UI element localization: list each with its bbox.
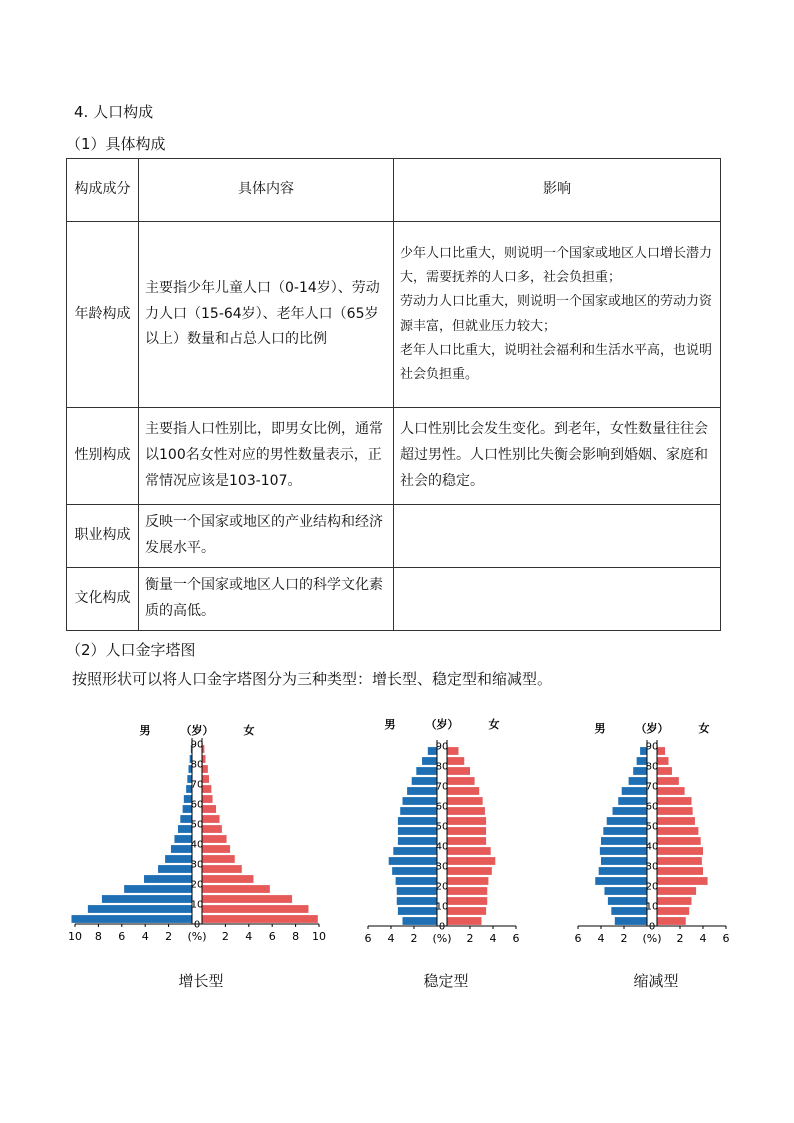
male-bar	[604, 887, 647, 895]
x-tick-label: 6	[574, 932, 582, 945]
male-bar	[389, 857, 437, 865]
x-tick-label: 4	[699, 932, 707, 945]
pyramid-chart-stable	[355, 708, 530, 953]
x-tick-label: 4	[597, 932, 605, 945]
x-tick-label: 10	[68, 930, 82, 943]
female-bar	[202, 885, 270, 893]
effect-line: 少年人口比重大，则说明一个国家或地区人口增长潜力大，需要抚养的人口多，社会负担重；	[400, 246, 713, 286]
row-effect-occupation	[394, 505, 721, 568]
female-bar	[447, 787, 479, 795]
male-bar	[407, 787, 437, 795]
x-tick-label: 4	[141, 930, 149, 943]
female-bar	[202, 865, 242, 873]
male-bar	[158, 865, 192, 873]
age-tick-label: 70	[190, 779, 204, 791]
male-bar	[396, 877, 437, 885]
age-tick-label: 0	[648, 921, 656, 933]
female-bar	[657, 767, 672, 775]
age-tick-label: 40	[435, 841, 449, 853]
age-tick-label: 80	[645, 761, 659, 773]
x-tick-label: 6	[268, 930, 276, 943]
pyramid-intro: 按照形状可以将人口金字塔图分为三种类型：增长型、稳定型和缩减型。	[72, 670, 553, 688]
female-bar	[202, 875, 253, 883]
male-bar	[398, 907, 437, 915]
male-bar	[412, 777, 437, 785]
male-bar	[393, 847, 437, 855]
age-tick-label: 80	[190, 759, 204, 771]
female-bar	[657, 807, 693, 815]
male-bar	[392, 867, 437, 875]
composition-table	[66, 158, 721, 631]
age-unit-label: （岁）	[180, 724, 214, 737]
row-effect-sex: 人口性别比会发生变化。到老年，女性数量往往会超过男性。人口性别比失衡会影响到婚姻、家庭和社会的稳定。	[394, 408, 721, 505]
age-tick-label: 50	[645, 821, 659, 833]
age-tick-label: 70	[435, 781, 449, 793]
male-bar	[165, 855, 192, 863]
age-tick-label: 10	[190, 899, 204, 911]
female-bar	[447, 807, 485, 815]
age-unit-label: （岁）	[425, 718, 459, 731]
male-bar	[613, 807, 648, 815]
female-bar	[657, 857, 702, 865]
female-bar	[657, 847, 703, 855]
x-tick-label: (%)	[187, 930, 207, 943]
female-bar	[657, 867, 703, 875]
table-header-row	[67, 159, 721, 222]
row-content-age: 主要指少年儿童人口（0-14岁）、劳动力人口（15-64岁）、老年人口（65岁以上）数量和占总人口的比例	[139, 222, 394, 408]
male-bar	[124, 885, 192, 893]
age-tick-label: 0	[438, 921, 446, 933]
x-tick-label: 8	[94, 930, 102, 943]
female-label: 女	[488, 718, 500, 731]
header-cell-effect: 影响	[394, 159, 721, 222]
age-tick-label: 30	[645, 861, 659, 873]
female-bar	[202, 895, 292, 903]
male-bar	[416, 767, 437, 775]
male-bar	[600, 847, 647, 855]
female-bar	[657, 797, 692, 805]
x-tick-label: (%)	[642, 932, 662, 945]
caption-stable: 稳定型	[423, 972, 469, 990]
female-bar	[202, 785, 211, 793]
age-unit-label: （岁）	[635, 722, 669, 735]
age-tick-label: 20	[190, 879, 204, 891]
x-tick-label: 4	[387, 932, 395, 945]
age-tick-label: 90	[645, 741, 659, 753]
male-bar	[618, 797, 647, 805]
age-tick-label: 60	[645, 801, 659, 813]
female-bar	[447, 897, 487, 905]
female-bar	[657, 837, 701, 845]
female-bar	[447, 827, 486, 835]
male-bar	[403, 917, 438, 925]
row-name-age: 年龄构成	[67, 222, 139, 408]
age-tick-label: 50	[435, 821, 449, 833]
female-bar	[657, 877, 708, 885]
female-bar	[657, 917, 686, 925]
female-bar	[202, 855, 235, 863]
male-bar	[601, 837, 647, 845]
x-tick-label: 8	[292, 930, 300, 943]
age-tick-label: 10	[435, 901, 449, 913]
female-bar	[447, 847, 491, 855]
female-bar	[447, 887, 487, 895]
male-bar	[397, 897, 437, 905]
female-bar	[447, 747, 459, 755]
male-bar	[398, 837, 437, 845]
table-row	[67, 568, 721, 631]
female-label: 女	[243, 724, 255, 737]
pyramid-chart-growth	[70, 712, 330, 952]
x-tick-label: 10	[312, 930, 326, 943]
female-bar	[202, 915, 318, 923]
male-bar	[398, 817, 437, 825]
male-bar	[144, 875, 192, 883]
age-tick-label: 0	[193, 919, 201, 931]
subsection-composition: （1）具体构成	[66, 135, 166, 153]
female-bar	[202, 805, 216, 813]
section-title: 4. 人口构成	[74, 103, 154, 121]
x-tick-label: 6	[512, 932, 520, 945]
female-bar	[202, 845, 230, 853]
row-effect-culture	[394, 568, 721, 631]
male-bar	[102, 895, 192, 903]
female-bar	[657, 817, 695, 825]
male-bar	[611, 907, 647, 915]
x-tick-label: 2	[221, 930, 229, 943]
x-tick-label: 2	[620, 932, 628, 945]
male-label: 男	[384, 718, 396, 731]
age-tick-label: 40	[645, 841, 659, 853]
male-bar	[88, 905, 192, 913]
male-bar	[608, 897, 647, 905]
pyramid-chart-shrinking	[567, 712, 737, 952]
age-tick-label: 50	[190, 819, 204, 831]
male-bar	[71, 915, 192, 923]
female-bar	[447, 757, 464, 765]
female-bar	[447, 797, 483, 805]
female-bar	[447, 837, 486, 845]
female-bar	[657, 907, 689, 915]
row-content-culture: 衡量一个国家或地区人口的科学文化素质的高低。	[139, 568, 394, 631]
female-bar	[657, 787, 685, 795]
female-bar	[657, 757, 669, 765]
female-bar	[447, 867, 492, 875]
x-tick-label: 4	[489, 932, 497, 945]
male-bar	[397, 887, 437, 895]
row-content-sex: 主要指人口性别比，即男女比例，通常以100名女性对应的男性数量表示，正常情况应该是103-107。	[139, 408, 394, 505]
row-name-sex: 性别构成	[67, 408, 139, 505]
male-bar	[607, 817, 647, 825]
x-tick-label: 6	[722, 932, 730, 945]
male-bar	[615, 917, 647, 925]
male-bar	[603, 827, 647, 835]
header-cell-content: 具体内容	[139, 159, 394, 222]
header-cell-component: 构成成分	[67, 159, 139, 222]
male-bar	[601, 857, 647, 865]
x-tick-label: 2	[676, 932, 684, 945]
male-bar	[171, 845, 192, 853]
x-tick-label: 6	[118, 930, 126, 943]
table-row	[67, 222, 721, 408]
age-tick-label: 90	[435, 741, 449, 753]
female-bar	[447, 817, 486, 825]
male-bar	[400, 807, 437, 815]
age-tick-label: 30	[190, 859, 204, 871]
female-bar	[202, 835, 227, 843]
male-label: 男	[139, 724, 151, 737]
effect-line: 劳动力人口比重大，则说明一个国家或地区的劳动力资源丰富，但就业压力较大；	[400, 294, 713, 334]
age-tick-label: 10	[645, 901, 659, 913]
x-tick-label: 4	[245, 930, 253, 943]
female-bar	[202, 905, 308, 913]
table-row	[67, 408, 721, 505]
subsection-pyramid: （2）人口金字塔图	[66, 641, 196, 659]
female-bar	[657, 777, 679, 785]
caption-growth: 增长型	[178, 972, 224, 990]
age-tick-label: 80	[435, 761, 449, 773]
male-bar	[595, 877, 647, 885]
male-bar	[629, 777, 647, 785]
row-name-culture: 文化构成	[67, 568, 139, 631]
female-label: 女	[698, 722, 710, 735]
male-bar	[174, 835, 192, 843]
x-tick-label: 2	[165, 930, 173, 943]
age-tick-label: 70	[645, 781, 659, 793]
x-tick-label: 2	[410, 932, 418, 945]
female-bar	[202, 815, 220, 823]
age-tick-label: 60	[190, 799, 204, 811]
table-row	[67, 505, 721, 568]
female-bar	[657, 897, 692, 905]
male-bar	[403, 797, 438, 805]
female-bar	[447, 877, 488, 885]
female-bar	[447, 907, 486, 915]
age-tick-label: 30	[435, 861, 449, 873]
row-effect-age	[394, 222, 721, 408]
male-bar	[622, 787, 647, 795]
female-bar	[447, 857, 495, 865]
female-bar	[657, 827, 698, 835]
age-tick-label: 60	[435, 801, 449, 813]
age-tick-label: 20	[645, 881, 659, 893]
effect-line: 老年人口比重大，说明社会福利和生活水平高，也说明社会负担重。	[400, 342, 713, 382]
female-bar	[447, 917, 482, 925]
caption-shrinking: 缩减型	[633, 972, 679, 990]
male-label: 男	[594, 722, 606, 735]
row-name-occupation: 职业构成	[67, 505, 139, 568]
age-tick-label: 90	[190, 739, 204, 751]
age-tick-label: 40	[190, 839, 204, 851]
female-bar	[447, 767, 470, 775]
row-content-occupation: 反映一个国家或地区的产业结构和经济发展水平。	[139, 505, 394, 568]
female-bar	[447, 777, 475, 785]
male-bar	[398, 827, 437, 835]
female-bar	[202, 795, 213, 803]
female-bar	[657, 887, 696, 895]
x-tick-label: 2	[466, 932, 474, 945]
age-tick-label: 20	[435, 881, 449, 893]
x-tick-label: 6	[364, 932, 372, 945]
x-tick-label: (%)	[432, 932, 452, 945]
female-bar	[202, 825, 222, 833]
male-bar	[599, 867, 647, 875]
